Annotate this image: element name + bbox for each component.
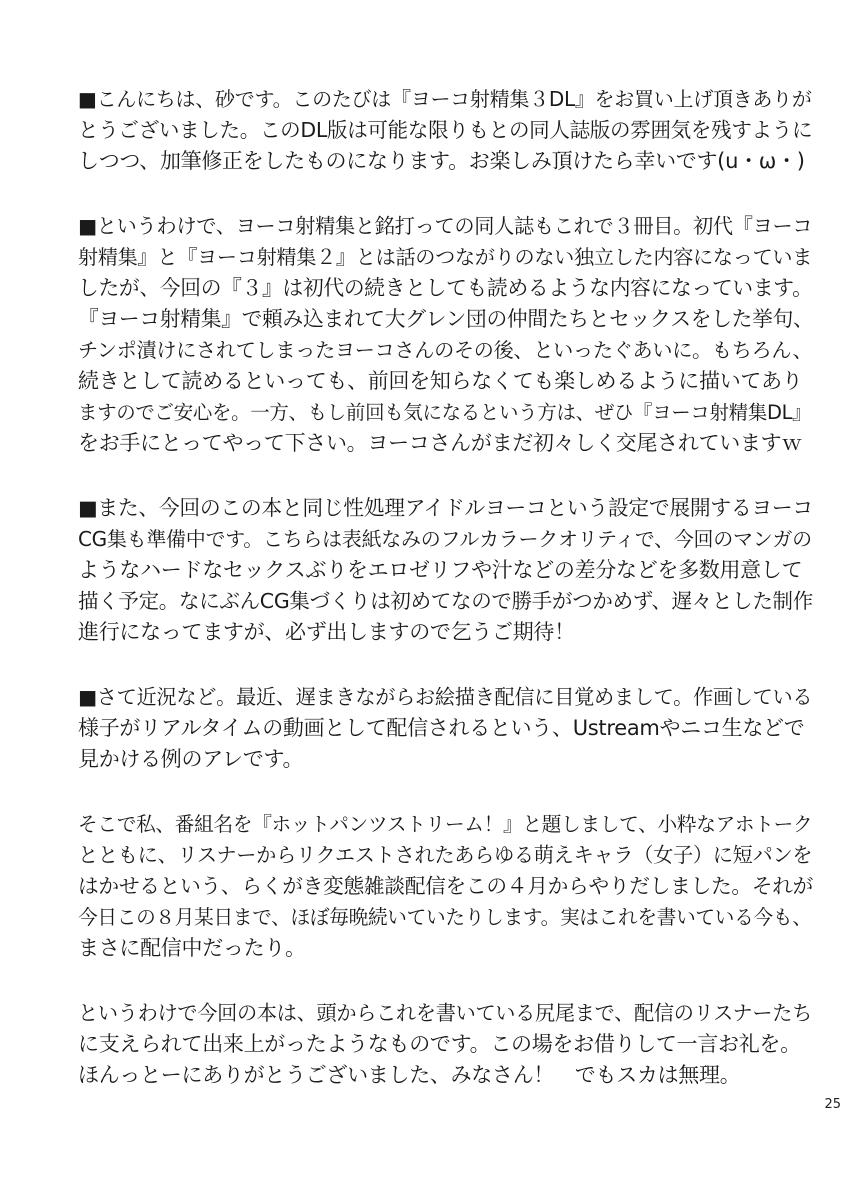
text-line: したが、今回の『３』は初代の続きとしても読めるような内容になっています。 xyxy=(78,276,813,300)
text-line: ■また、今回のこの本と同じ性処理アイドルヨーコという設定で展開するヨーコ xyxy=(78,496,813,520)
text-line: に支えられて出来上がったようなものです。この場をお借りして一言お礼を。 xyxy=(78,1032,801,1056)
text-line: しつつ、加筆修正をしたものになります。お楽しみ頂けたら幸いです(u・ω・) xyxy=(78,149,805,173)
text-line: そこで私、番組名を『ホットパンツストリーム！』と題しまして、小粋なアホトーク xyxy=(78,813,813,836)
text-line: 描く予定。なにぶんCG集づくりは初めてなので勝手がつかめず、遅々とした制作 xyxy=(78,589,813,613)
paragraph xyxy=(78,493,813,648)
text-line: 進行になってますが、必ず出しますので乞うご期待！ xyxy=(78,620,575,644)
text-line: ■こんにちは、砂です。このたびは『ヨーコ射精集３DL』をお買い上げ頂きありが xyxy=(78,87,812,111)
text-line: ほんっとーにありがとうございました、みなさん！ でもスカは無理。 xyxy=(78,1063,741,1087)
text-line: チンポ漬けにされてしまったヨーコさんのその後、といったぐあいに。もちろん、 xyxy=(78,338,813,362)
paragraph xyxy=(78,682,813,775)
paragraph xyxy=(78,809,814,964)
text-line: とともに、リスナーからリクエストされたあらゆる萌えキャラ（女子）に短パンを xyxy=(78,843,813,867)
text-line: CG集も準備中です。こちらは表紙なみのフルカラークオリティで、今回のマンガの xyxy=(78,527,812,551)
text-line: というわけで今回の本は、頭からこれを書いている尻尾まで、配信のリスナーたち xyxy=(78,1001,813,1025)
text-line: をお手にとってやって下さい。ヨーコさんがまだ初々しく交尾されていますｗ xyxy=(78,431,803,455)
text-line: ■さて近況など。最近、遅まきながらお絵描き配信に目覚めまして。作画している xyxy=(78,685,813,709)
paragraph xyxy=(78,998,813,1091)
paragraph xyxy=(78,84,813,177)
text-line: まさに配信中だったり。 xyxy=(78,936,306,960)
text-line: ますのでご安心を。一方、もし前回も気になるという方は、ぜひ『ヨーコ射精集DL』 xyxy=(78,401,812,424)
text-line: 『ヨーコ射精集』で頼み込まれて大グレン団の仲間たちとセックスをした挙句、 xyxy=(78,307,814,331)
text-line: 見かける例のアレです。 xyxy=(78,747,304,771)
page-number: 25 xyxy=(824,1097,841,1112)
afterword-text xyxy=(78,84,814,1125)
text-line: ようなハードなセックスぶりをエロゼリフや汁などの差分などを多数用意して xyxy=(78,558,803,582)
text-line: 続きとして読めるといっても、前回を知らなくても楽しめるように描いてあり xyxy=(78,369,803,393)
text-line: はかせるという、らくがき変態雑談配信をこの４月からやりだしました。それが xyxy=(78,874,814,898)
text-line: 今日この８月某日まで、ほぼ毎晩続いていたりします。実はこれを書いている今も、 xyxy=(78,906,812,929)
text-line: 射精集』と『ヨーコ射精集２』とは話のつながりのない独立した内容になっていま xyxy=(78,245,813,269)
text-line: ■というわけで、ヨーコ射精集と銘打っての同人誌もこれで３冊目。初代『ヨーコ xyxy=(78,214,813,238)
text-line: とうございました。このDL版は可能な限りもとの同人誌版の雰囲気を残すように xyxy=(78,118,813,142)
text-line: 様子がリアルタイムの動画として配信されるという、Ustreamやニコ生などで xyxy=(78,716,805,740)
paragraph xyxy=(78,211,814,459)
